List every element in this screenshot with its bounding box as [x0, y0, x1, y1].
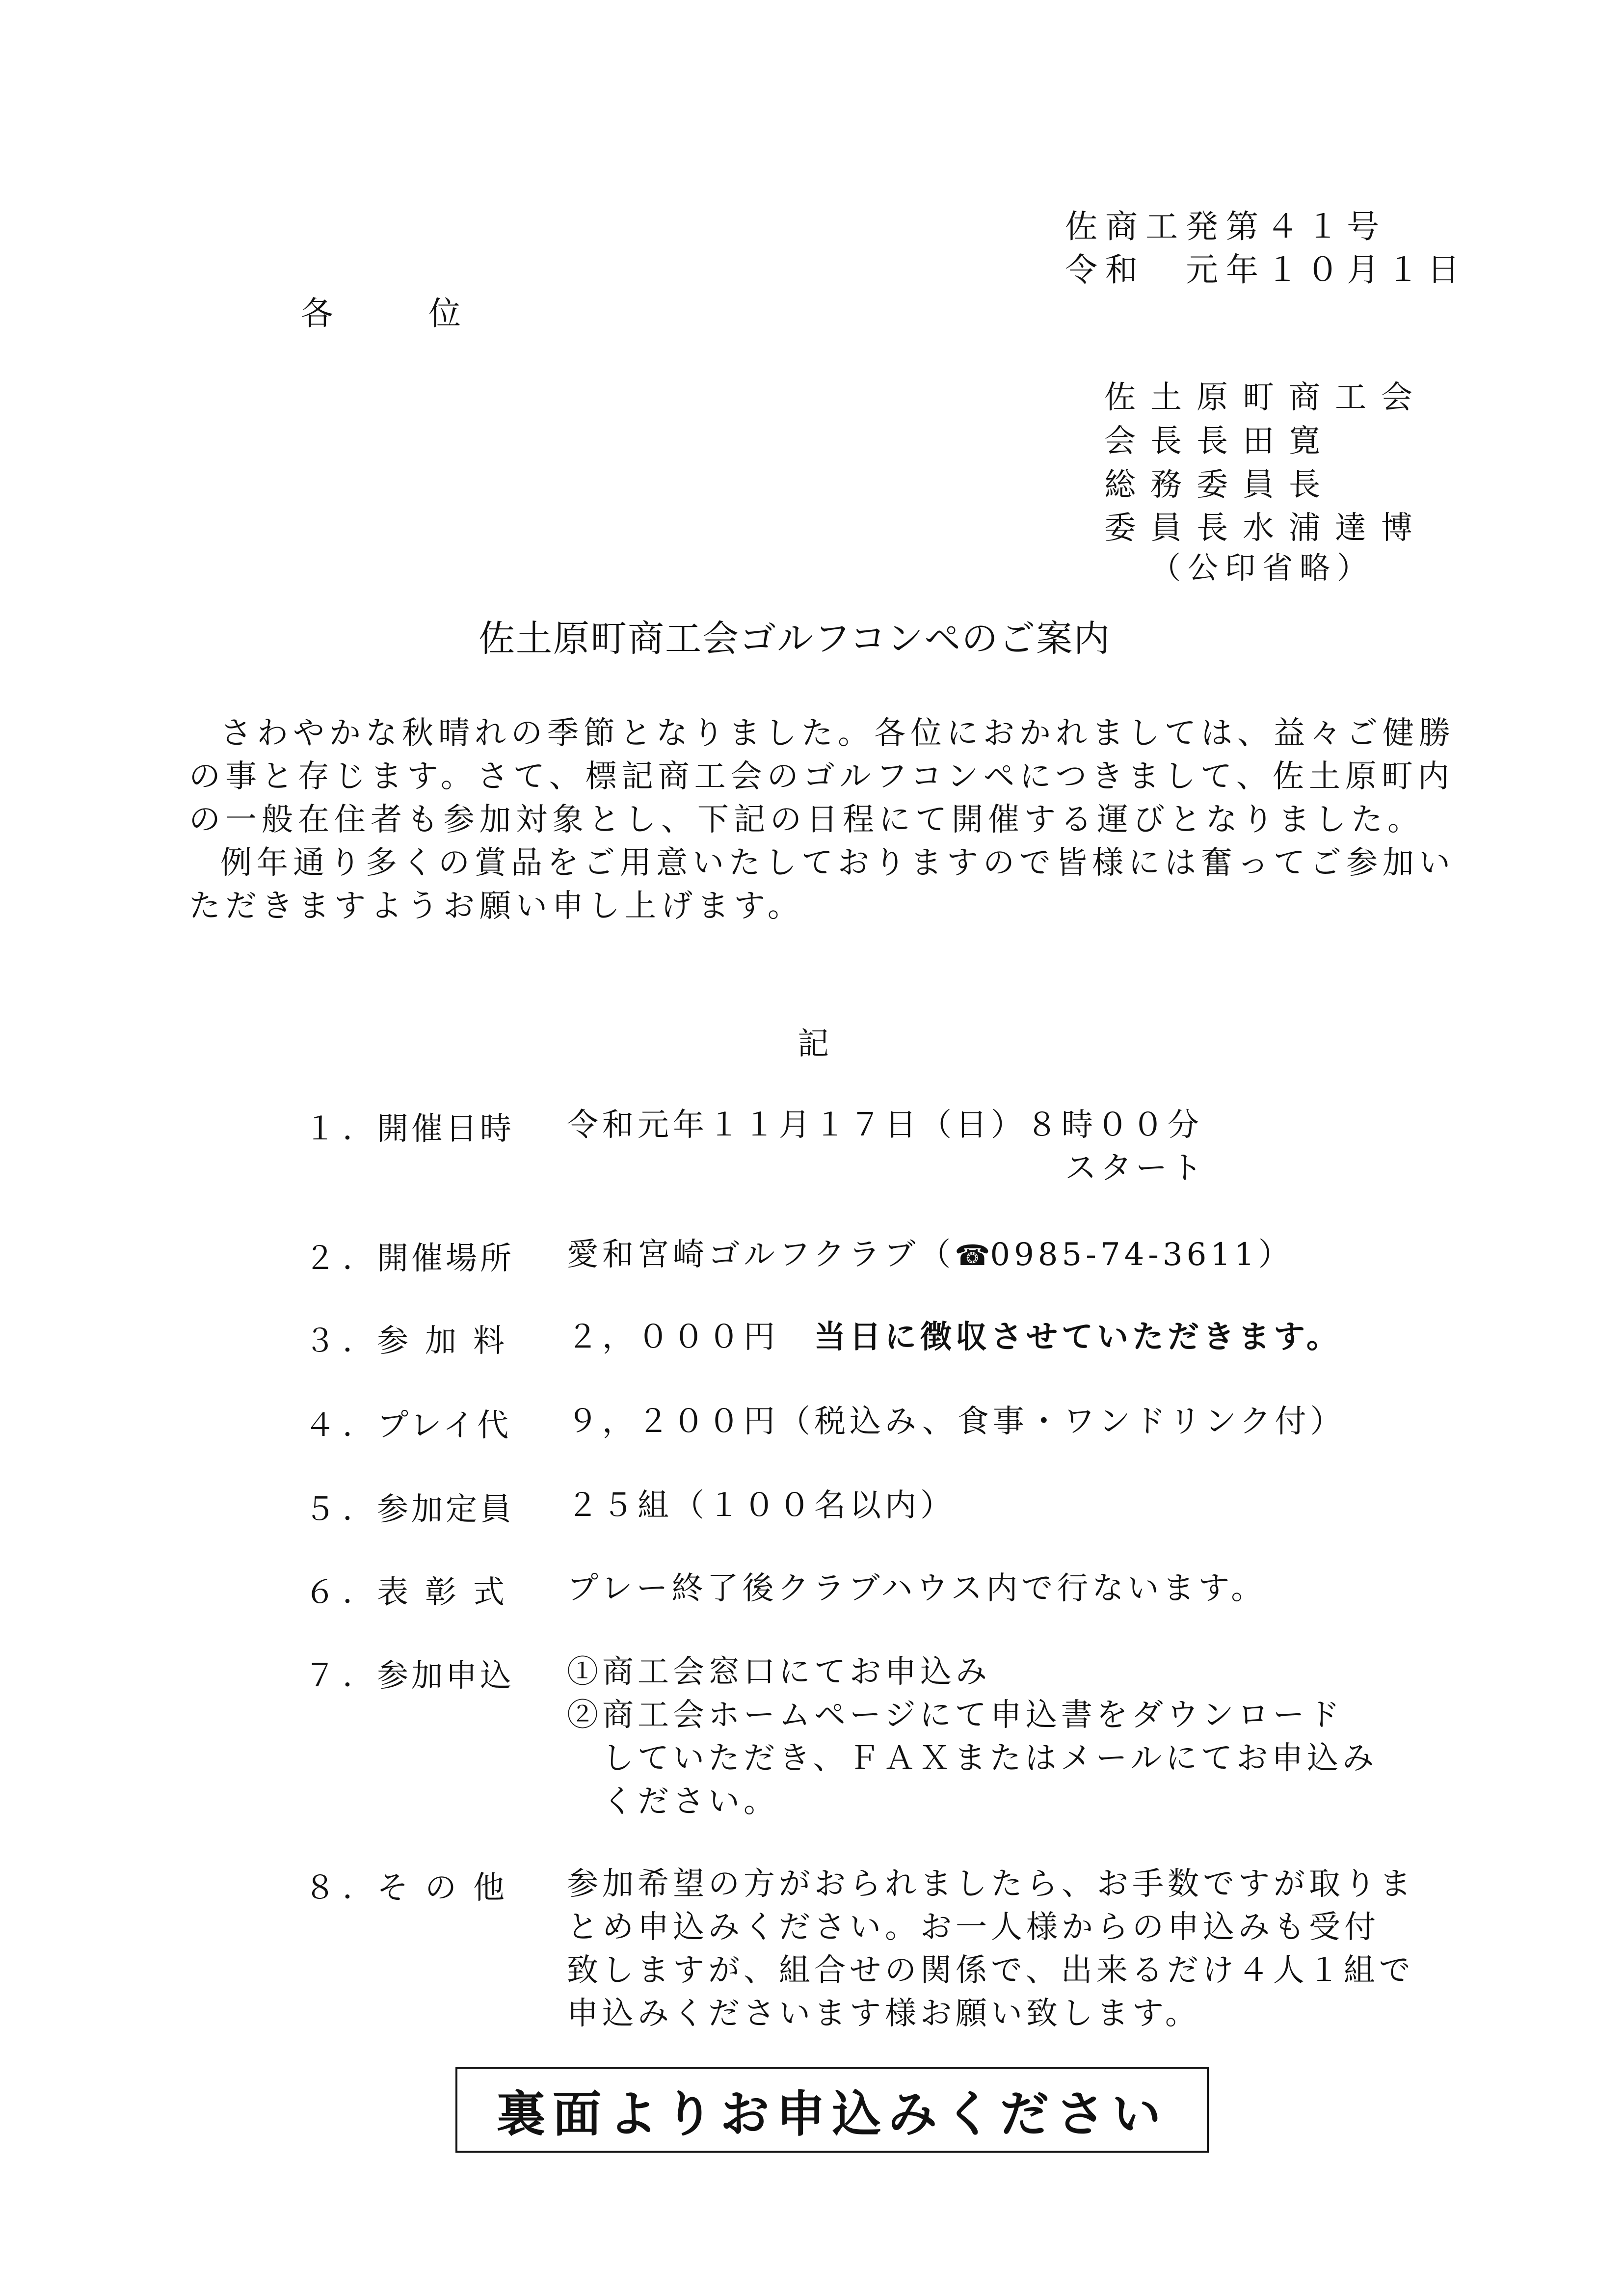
document-date: 令和 元年１０月１日: [1065, 251, 1467, 289]
item-3-fee: ２，０００円: [567, 1319, 779, 1355]
item-8-line-2: とめ申込みください。お一人様からの申込みも受付: [567, 1909, 1380, 1945]
item-6-value: プレー終了後クラブハウス内で行ないます。: [567, 1570, 1267, 1607]
item-4-value: ９，２００円（税込み、食事・ワンドリンク付）: [567, 1404, 1346, 1440]
item-8-line-3: 致しますが、組合せの関係で、出来るだけ４人１組で: [567, 1952, 1414, 1989]
item-5-value: ２５組（１００名以内）: [567, 1487, 956, 1524]
item-1-value: 令和元年１１月１７日（日）８時００分: [567, 1107, 1203, 1143]
item-7-line-3: していただき、ＦＡＸまたはメールにてお申込み: [567, 1740, 1378, 1777]
item-1-value-start: スタート: [1065, 1150, 1206, 1187]
item-4-label: プレイ代: [377, 1407, 512, 1444]
apply-on-reverse-box: [455, 2067, 1209, 2153]
body-paragraph-1: さわやかな秋晴れの季節となりました。各位におかれましては、益々ご健勝の事と存じます。さて、標記商工会のゴルフコンペにつきまして、佐土原町内の一般在住者も参加対象とし、下記の日程にて開催する運びとなりました。: [189, 715, 1455, 838]
sender-committee: 総務委員長: [1104, 467, 1335, 503]
item-7-line-4: ください。: [567, 1783, 779, 1820]
document-number: 佐商工発第４１号: [1065, 208, 1387, 245]
item-3-number: ３．: [304, 1323, 381, 1359]
recipient-text: 各 位: [301, 295, 492, 332]
item-7-label: 参加申込: [377, 1658, 514, 1694]
item-2-number: ２．: [304, 1241, 381, 1277]
item-2-phone: 0985-74-3611: [990, 1237, 1258, 1273]
telephone-icon: ☎: [955, 1239, 990, 1272]
item-4-number: ４．: [304, 1407, 381, 1444]
item-8-value: [567, 1863, 1415, 2035]
document-title: 佐土原町商工会ゴルフコンペのご案内: [479, 618, 1111, 660]
item-1-label: 開催日時: [377, 1111, 514, 1147]
item-2-close: ）: [1258, 1237, 1294, 1273]
body-text: [189, 712, 1455, 928]
apply-on-reverse-text: 裏面よりお申込みください: [496, 2085, 1168, 2143]
item-8-label: その他: [377, 1870, 521, 1906]
item-5-label: 参加定員: [377, 1491, 514, 1528]
item-7-number: ７．: [304, 1658, 381, 1694]
item-2-value: [567, 1233, 1294, 1277]
sender-president: 会長長田寛: [1104, 423, 1335, 459]
item-3-note: 当日に徴収させていただきます。: [814, 1319, 1342, 1355]
item-7-line-2: ②商工会ホームページにて申込書をダウンロード: [567, 1697, 1344, 1733]
item-7-line-1: ①商工会窓口にてお申込み: [567, 1654, 991, 1690]
item-6-label: 表彰式: [377, 1574, 521, 1611]
body-paragraph-2: 例年通り多くの賞品をご用意いたしておりますので皆様には奮ってご参加いただきますようお願い申し上げます。: [189, 845, 1455, 924]
recipient: [301, 287, 492, 334]
sender-chairman: 委員長水浦達博: [1104, 510, 1427, 546]
item-3-label: 参加料: [377, 1323, 521, 1359]
item-2-venue: 愛和宮崎ゴルフクラブ（: [567, 1237, 955, 1273]
item-8-line-1: 参加希望の方がおられましたら、お手数ですが取りま: [567, 1866, 1415, 1902]
item-2-label: 開催場所: [377, 1241, 514, 1277]
ki-heading: 記: [798, 1026, 829, 1062]
seal-omitted-note: （公印省略）: [1150, 550, 1375, 586]
item-8-number: ８．: [304, 1870, 381, 1906]
item-1-number: １．: [304, 1111, 381, 1147]
item-6-number: ６．: [304, 1574, 381, 1611]
item-3-value: [567, 1316, 1342, 1359]
item-7-value: [567, 1650, 1378, 1823]
item-5-number: ５．: [304, 1491, 381, 1528]
sender-organization: 佐土原町商工会: [1104, 379, 1427, 416]
item-8-line-4: 申込みくださいます様お願い致します。: [567, 1996, 1200, 2032]
